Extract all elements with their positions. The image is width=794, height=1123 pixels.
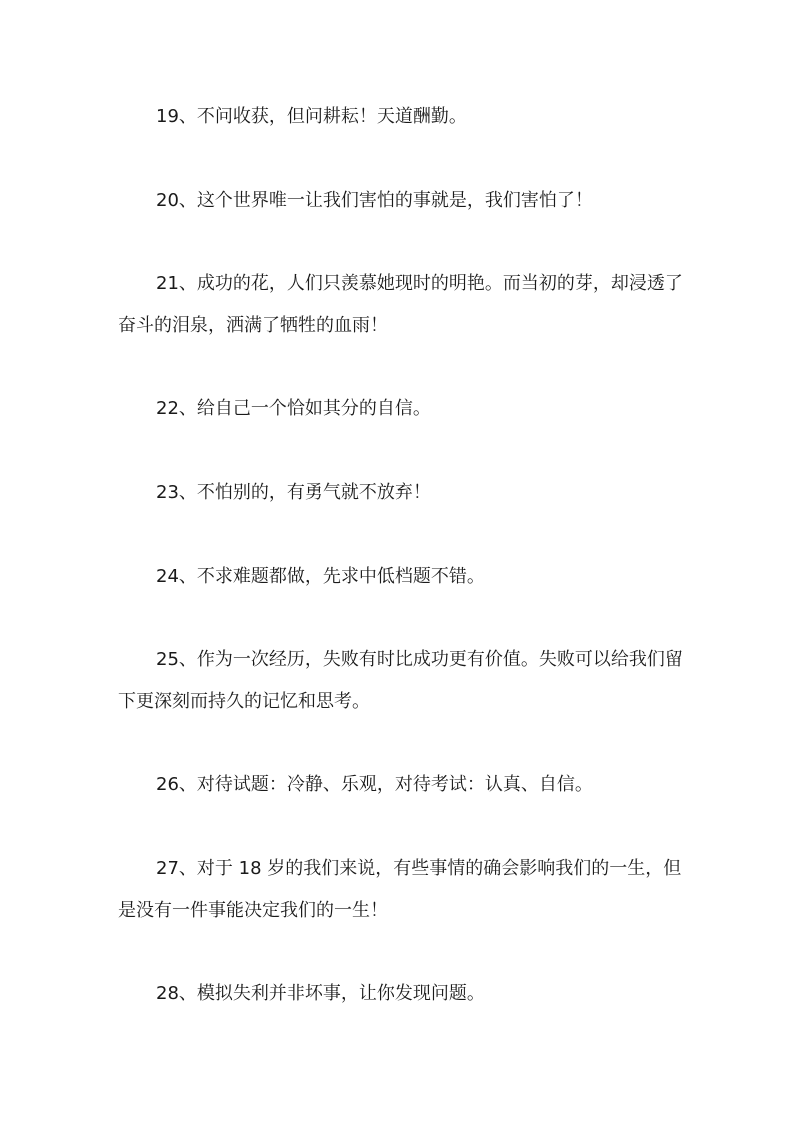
quote-number: 20 (156, 190, 179, 211)
quote-item-23 (118, 472, 688, 514)
quote-item-24 (118, 556, 688, 598)
quote-item-22 (118, 388, 688, 430)
quote-number: 26 (156, 774, 179, 795)
quote-number: 21 (156, 273, 179, 294)
quote-item-25 (118, 639, 688, 723)
quote-text: 、给自己一个恰如其分的自信。 (178, 398, 431, 419)
quote-number: 19 (156, 106, 179, 127)
quote-item-27 (118, 848, 688, 932)
quote-text: 、不问收获，但问耕耘！天道酬勤。 (178, 106, 467, 127)
quote-number: 28 (156, 983, 179, 1004)
quote-item-26 (118, 764, 688, 806)
quote-item-19 (118, 96, 688, 138)
quote-text: 、这个世界唯一让我们害怕的事就是，我们害怕了！ (178, 190, 593, 211)
quote-number: 24 (156, 566, 179, 587)
quote-text: 、不求难题都做，先求中低档题不错。 (178, 566, 485, 587)
quote-text: 、对于 18 岁的我们来说，有些事情的确会影响我们的一生，但是没有一件事能决定我们的一生！ (118, 858, 682, 921)
quote-item-21 (118, 263, 688, 347)
quote-text: 、对待试题：冷静、乐观，对待考试：认真、自信。 (178, 774, 593, 795)
quote-text: 、模拟失利并非坏事，让你发现问题。 (178, 983, 485, 1004)
quote-item-20 (118, 180, 688, 222)
quote-number: 22 (156, 398, 179, 419)
quote-text: 、作为一次经历，失败有时比成功更有价值。失败可以给我们留下更深刻而持久的记忆和思考。 (118, 649, 683, 712)
quote-number: 27 (156, 858, 179, 879)
quote-number: 23 (156, 482, 179, 503)
quote-item-28 (118, 973, 688, 1015)
quote-text: 、成功的花，人们只羡慕她现时的明艳。而当初的芽，却浸透了奋斗的泪泉，洒满了牺牲的血雨！ (118, 273, 683, 336)
quote-text: 、不怕别的，有勇气就不放弃！ (178, 482, 431, 503)
quote-number: 25 (156, 649, 179, 670)
